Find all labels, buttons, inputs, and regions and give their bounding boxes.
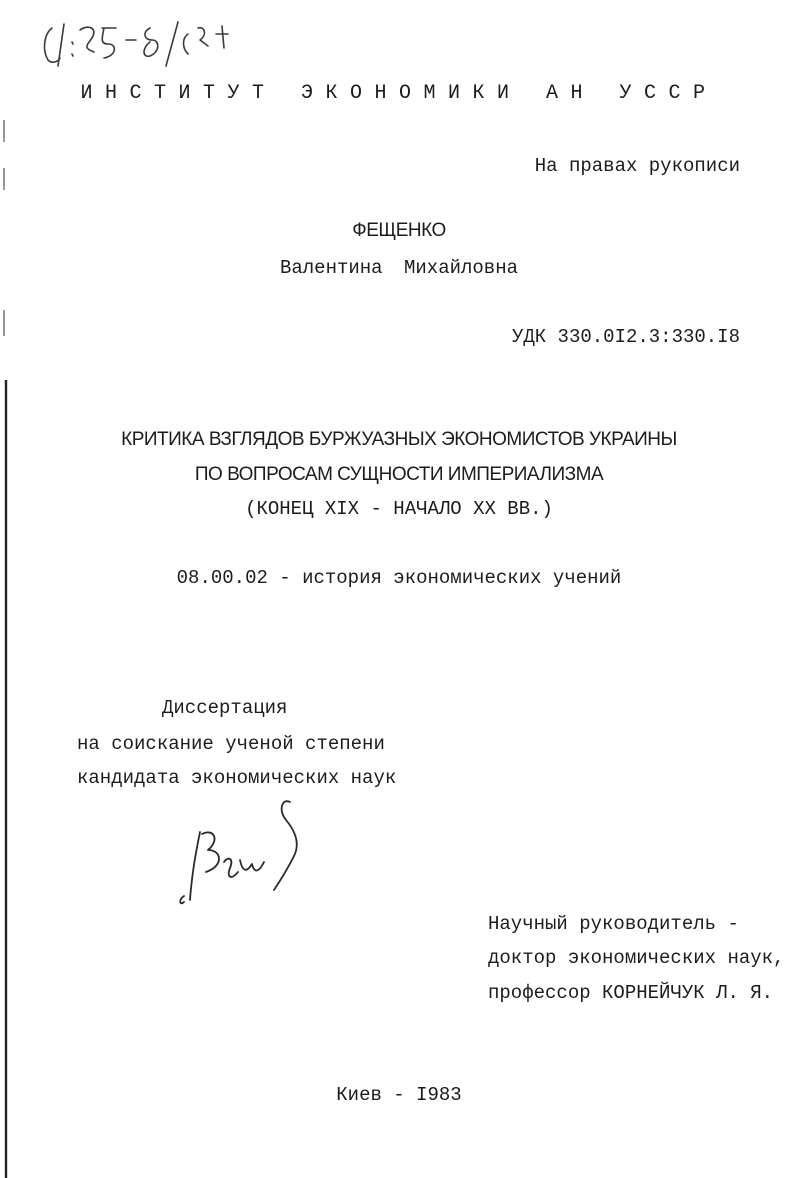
- degree-line-2: кандидата экономических наук: [77, 767, 397, 789]
- degree-line-1: на соискание ученой степени: [77, 733, 385, 755]
- supervisor-label: Научный руководитель -: [488, 913, 739, 935]
- thesis-title-line-2: ПО ВОПРОСАМ СУЩНОСТИ ИМПЕРИАЛИЗМА: [194, 464, 604, 485]
- supervisor-name: профессор КОРНЕЙЧУК Л. Я.: [488, 982, 774, 1004]
- supervisor-degree: доктор экономических наук,: [488, 947, 785, 969]
- place-and-year: Киев - I983: [336, 1084, 462, 1106]
- specialty-code: 08.00.02 - история экономических учений: [176, 567, 622, 589]
- author-surname: ФЕЩЕНКО: [352, 220, 446, 241]
- thesis-title-line-3: (КОНЕЦ XIX - НАЧАЛО XX ВВ.): [245, 498, 553, 520]
- rights-note: На правах рукописи: [534, 155, 740, 177]
- author-given-names: Валентина Михайловна: [279, 257, 519, 279]
- institute-name: ИНСТИТУТ ЭКОНОМИКИ АН УССР: [80, 82, 718, 105]
- signature: [170, 792, 320, 912]
- archive-mark-handwriting: [38, 14, 248, 74]
- udc-code: УДК 330.0I2.3:330.I8: [511, 326, 740, 348]
- thesis-title-line-1: КРИТИКА ВЗГЛЯДОВ БУРЖУАЗНЫХ ЭКОНОМИСТОВ УКРАИНЫ: [121, 429, 677, 450]
- dissertation-label: Диссертация: [162, 697, 288, 719]
